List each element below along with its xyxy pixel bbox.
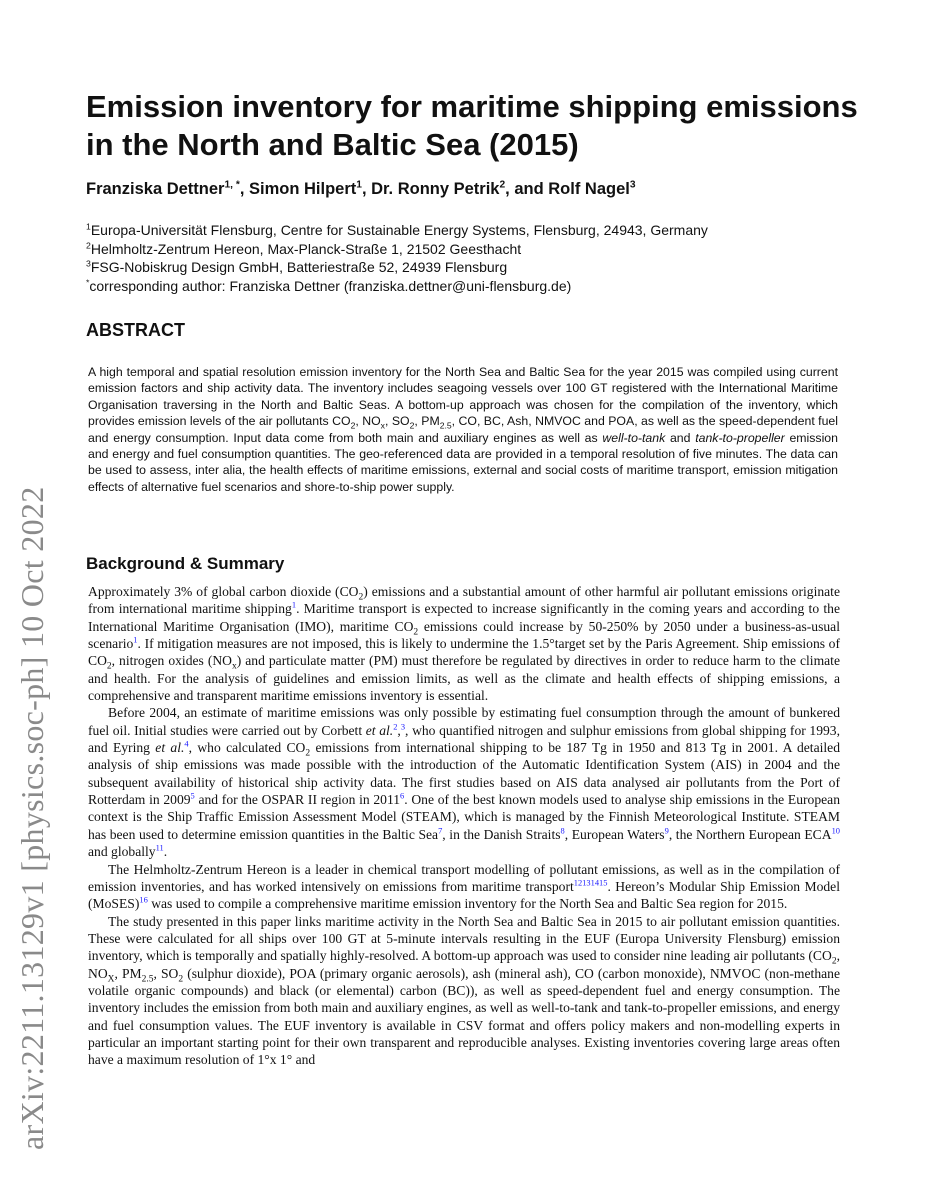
affiliation: $^1$Europa-Universität Flensburg, Centre for Sustainable Energy Systems, Flensburg, 24943, Germany [86, 221, 708, 238]
author-name: Rolf Nagel [548, 180, 630, 198]
author-affil-mark: 1 [356, 179, 362, 191]
affiliation: $^3$FSG-Nobiskrug Design GmbH, Batteriestraße 52, 24939 Flensburg [86, 258, 508, 275]
paragraph: Approximately 3% of global carbon dioxide $(CO_2)$ emissions and a substantial amount of other harmful air pollutant emissions originate from international maritime shipping$^1$. Maritime transport is expected to increase significantly in the coming years and according to the International Maritime Organisation (IMO), maritime $CO_2$ emissions could increase by 50-250% by 2050 under a business-as-usual scenario$^1$. If mitigation measures are not imposed, this is likely to undermine the 1.5°target set by the Paris Agreement. Ship emissions of $CO_2$, nitrogen oxides $(NO_x)$ and particulate matter (PM) must therefore be regulated by directives in order to reduce harm to the climate and health. For the analysis of guidelines and emission limits, as well as the climate and health effects of shipping emissions, a comprehensive and transparent maritime emissions inventory is essential. [88, 584, 840, 704]
citation-link[interactable]: 12131415 [573, 877, 608, 888]
citation-link[interactable]: 3 [400, 721, 406, 732]
affiliation: $^2$Helmholtz-Zentrum Hereon, Max-Planck-Straße 1, 21502 Geesthacht [86, 239, 522, 257]
body-text [88, 583, 840, 1069]
author-affil-mark: 2 [499, 179, 506, 191]
citation-link[interactable]: 1 [291, 599, 297, 610]
citation-link[interactable]: 11 [155, 842, 164, 853]
citation-link[interactable]: 4 [184, 738, 189, 749]
paper-title: Emission inventory for maritime shipping emissions in the North and Baltic Sea (2015) [86, 89, 858, 162]
author-list: Franziska Dettner$^{1, *}$, Simon Hilpert$^1$, Dr. Ronny Petrik$^2$, and Rolf Nagel$^3$ [86, 179, 636, 198]
paragraph: The Helmholtz-Zentrum Hereon is a leader in chemical transport modelling of pollutant emissions, as well as in the compilation of emission inventories, and has worked intensively on emissions from maritime transport$^{12131415}$. Hereon’s Modular Ship Emission Model (MoSES)$^{16}$ was used to compile a comprehensive maritime emission inventory for the North Sea and Baltic Sea region for 2015. [88, 861, 840, 912]
paragraph: The study presented in this paper links maritime activity in the North Sea and Baltic Sea in 2015 to air pollutant emission quantities. These were calculated for all ships over 100 GT at 5-minute intervals resulting in the EUF (Europa University Flensburg) emission inventory, which is temporally and spatially highly-resolved. A bottom-up approach was used to consider nine leading air pollutants ($CO_2$, $NO_X$, $PM_{2.5}$, $SO_2$ (sulphur dioxide), POA (primary organic aerosols), ash (mineral ash), CO (carbon monoxide), NMVOC (non-methane volatile organic compounds) and black (or elemental) carbon (BC)), as well as speed-dependent fuel and energy consumption. The inventory includes the emission from both main and auxiliary engines, as well as well-to-tank and tank-to-propeller emissions, and energy and fuel consumption values. The EUF inventory is available in CSV format and offers policy makers and non-modelling experts in particular an important starting point for their own transparent and reproducible analyses. Existing inventories covering large areas often have a maximum resolution of 1°x 1° and [88, 913, 840, 1068]
citation-link[interactable]: 7 [438, 825, 443, 836]
author-name: Dr. Ronny Petrik [371, 180, 500, 198]
citation-link[interactable]: 5 [190, 790, 195, 801]
citation-link[interactable]: 10 [831, 825, 840, 836]
citation-link[interactable]: 2 [393, 721, 398, 732]
citation-link[interactable]: 16 [139, 894, 148, 905]
citation-link[interactable]: 1 [133, 634, 138, 645]
citation-link[interactable]: 9 [664, 825, 669, 836]
abstract-heading: ABSTRACT [86, 320, 185, 340]
affiliation-list [86, 221, 876, 295]
corresponding-author: *corresponding author: Franziska Dettner (franziska.dettner@uni-flensburg.de) [86, 276, 572, 294]
author-name: Simon Hilpert [248, 180, 357, 198]
abstract-text: A high temporal and spatial resolution emission inventory for the North Sea and Baltic Sea for the year 2015 was compiled using current emission factors and ship activity data. The inventory includes seagoing vessels over 100 GT registered with the International Maritime Organisation traversing in the North and Baltic Seas. A bottom-up approach was chosen for the compilation of the inventory, which provides emission levels of the air pollutants $CO_2$, $NO_x$, $SO_2$, $PM_{2.5}$, CO, BC, Ash, NMVOC and POA, as well as the speed-dependent fuel and energy consumption. Input data come from both main and auxiliary engines as well as well-to-tank and tank-to-propeller emission and energy and fuel consumption quantities. The geo-referenced data are provided in a temporal resolution of five minutes. The data can be used to assess, inter alia, the health effects of maritime emissions, external and social costs of maritime transport, emission mitigation effects of alternative fuel scenarios and shore-to-ship power supply. [88, 365, 838, 494]
author-affil-mark: 3 [629, 179, 636, 191]
author-name: Franziska Dettner [86, 180, 225, 198]
author-affil-mark: 1, * [224, 179, 240, 191]
citation-link[interactable]: 6 [400, 790, 405, 801]
section-heading-background: Background & Summary [86, 554, 285, 573]
paragraph: Before 2004, an estimate of maritime emissions was only possible by estimating fuel consumption through the amount of bunkered fuel oil. Initial studies were carried out by Corbett et al.$^2$,$^3$, who quantified nitrogen and sulphur emissions from global shipping for 1993, and Eyring et al.$^4$, who calculated $CO_2$ emissions from international shipping to be 187 Tg in 1950 and 813 Tg in 2001. A detailed analysis of ship emissions was made possible with the introduction of the Automatic Identification System (AIS) in 2004 and the subsequent availability of historical ship activity data. The first studies based on AIS data analysed air pollutants from the Port of Rotterdam in 2009$^5$ and for the OSPAR II region in 2011$^6$. One of the best known models used to analyse ship emissions in the European context is the Ship Traffic Emission Assessment Model (STEAM), which is managed by the Finnish Meteorological Institute. STEAM has been used to determine emission quantities in the Baltic Sea$^7$, in the Danish Straits$^8$, European Waters$^9$, the Northern European ECA$^{10}$ and globally$^{11}$. [88, 705, 840, 860]
citation-link[interactable]: 8 [560, 825, 565, 836]
